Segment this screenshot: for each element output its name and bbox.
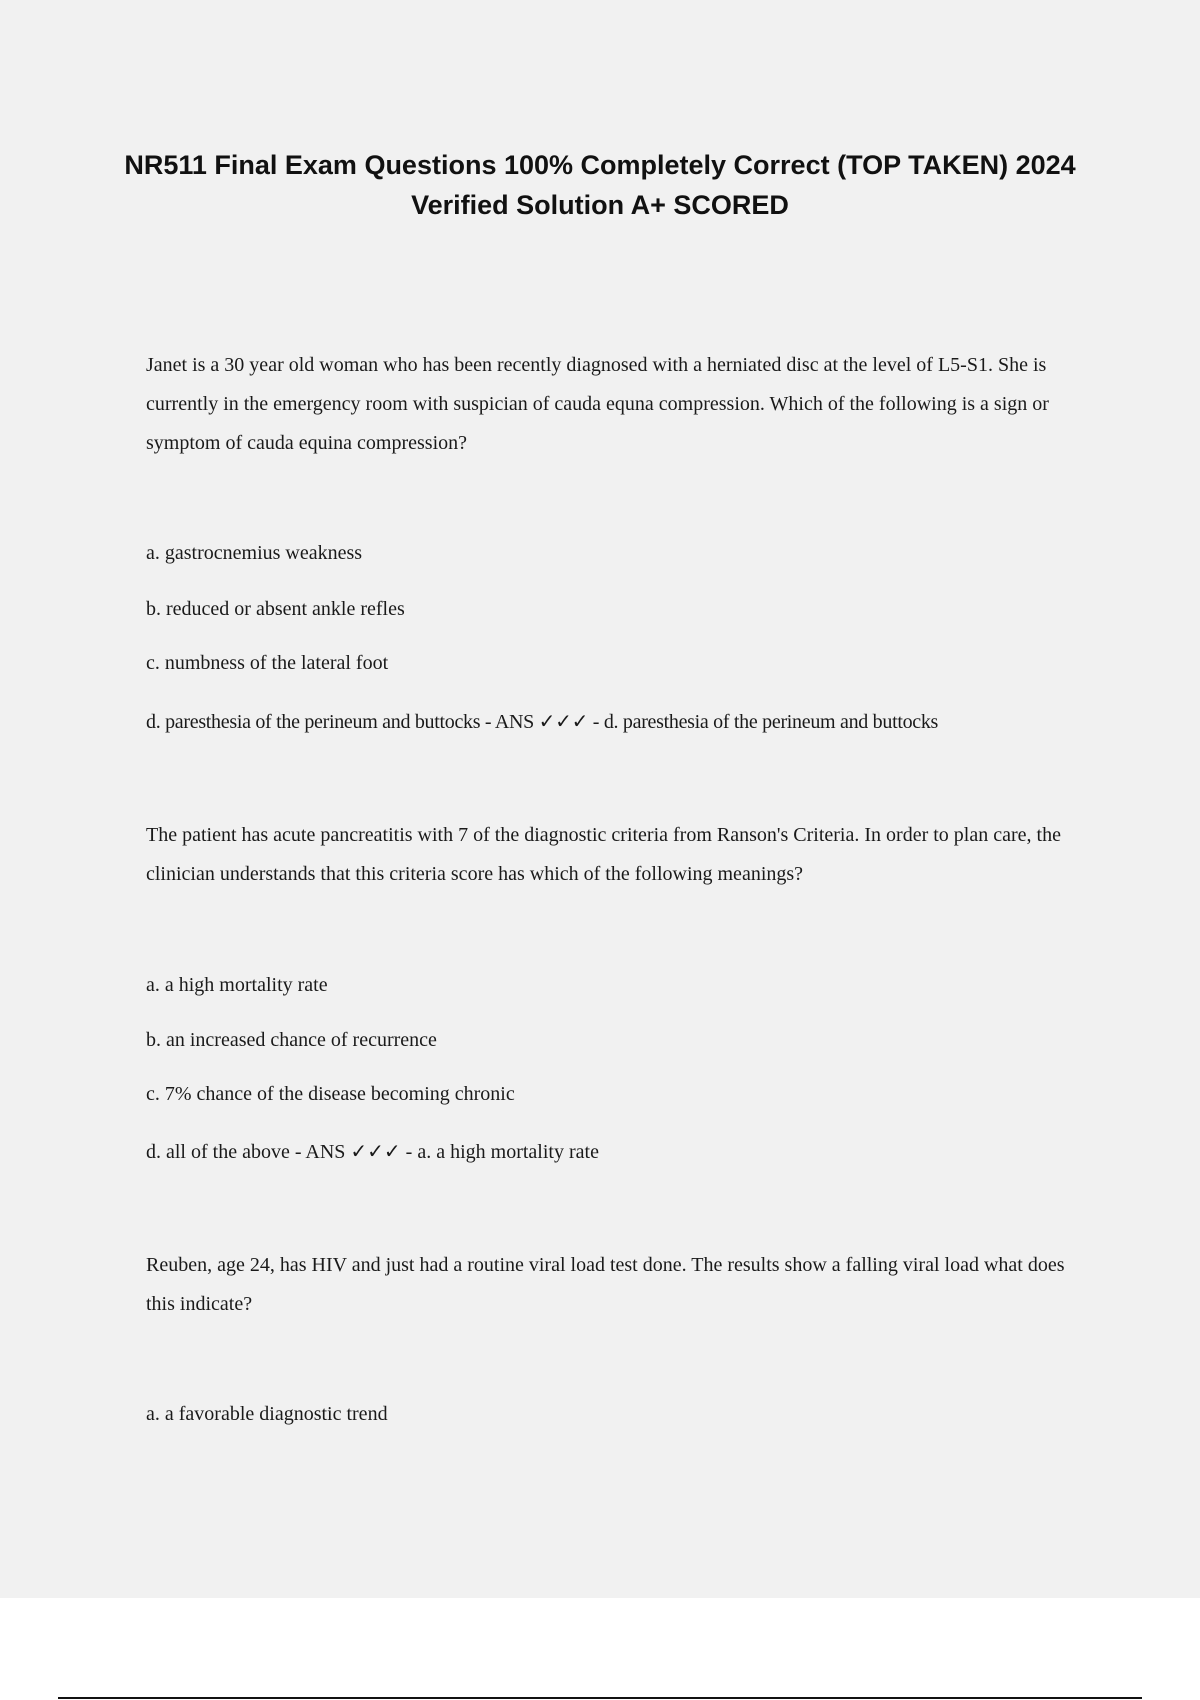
question-2-option-a: a. a high mortality rate [146, 974, 328, 996]
question-1-text: Janet is a 30 year old woman who has been recently diagnosed with a herniated disc at the level of L5-S1. She is currently in the emergency room with suspician of cauda equna compression. Which of the following is a sign or symptom of cauda equina compression? [146, 354, 1049, 454]
question-3-option-a: a. a favorable diagnostic trend [146, 1403, 388, 1425]
document-title: NR511 Final Exam Questions 100% Completely Correct (TOP TAKEN) 2024 Verified Solution A+ SCORED [124, 150, 1076, 220]
page-bottom-divider [58, 1697, 1142, 1699]
question-3-text: Reuben, age 24, has HIV and just had a routine viral load test done. The results show a falling viral load what does this indicate? [146, 1254, 1065, 1315]
question-2-option-d-answer: d. all of the above - ANS ✓✓✓ - a. a high mortality rate [146, 1141, 599, 1163]
question-1-option-c: c. numbness of the lateral foot [146, 652, 389, 674]
question-2-option-c: c. 7% chance of the disease becoming chronic [146, 1083, 515, 1105]
question-1-option-b: b. reduced or absent ankle refles [146, 598, 405, 620]
question-1-option-d-answer: d. paresthesia of the perineum and buttocks - ANS ✓✓✓ - d. paresthesia of the perineum and buttocks [146, 711, 939, 733]
question-1-option-a: a. gastrocnemius weakness [146, 542, 363, 564]
question-2-text: The patient has acute pancreatitis with 7 of the diagnostic criteria from Ranson's Criteria. In order to plan care, the clinician understands that this criteria score has which of the following meanings? [146, 824, 1061, 885]
question-2-option-b: b. an increased chance of recurrence [146, 1029, 437, 1051]
